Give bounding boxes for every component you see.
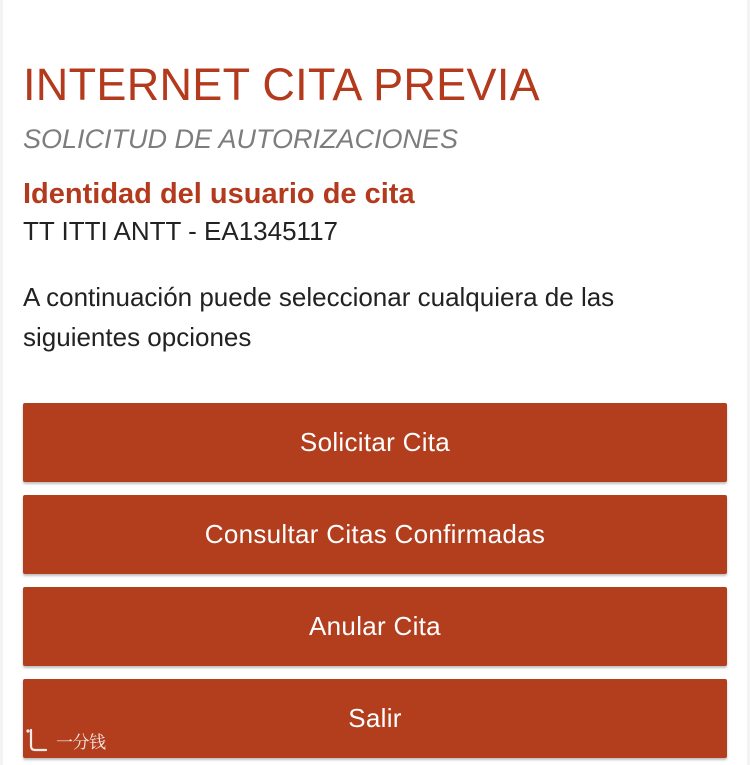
- page-subtitle: SOLICITUD DE AUTORIZACIONES: [23, 124, 459, 154]
- exit-button[interactable]: Salir: [23, 679, 727, 758]
- confirmed-appointments-button[interactable]: Consultar Citas Confirmadas: [23, 495, 727, 574]
- request-appointment-button[interactable]: Solicitar Cita: [23, 403, 727, 482]
- watermark-logo-icon: [22, 727, 48, 753]
- cancel-appointment-button[interactable]: Anular Cita: [23, 587, 727, 666]
- page-title: INTERNET CITA PREVIA: [23, 59, 540, 110]
- watermark: [22, 725, 106, 755]
- page-container: [3, 0, 747, 765]
- instructions-text: A continuación puede seleccionar cualquiera de las siguientes opciones: [23, 282, 615, 352]
- watermark-text: 一分钱: [56, 732, 106, 753]
- identity-heading: Identidad del usuario de cita: [23, 178, 415, 210]
- identity-value: TT ITTI ANTT - EA1345117: [23, 216, 339, 246]
